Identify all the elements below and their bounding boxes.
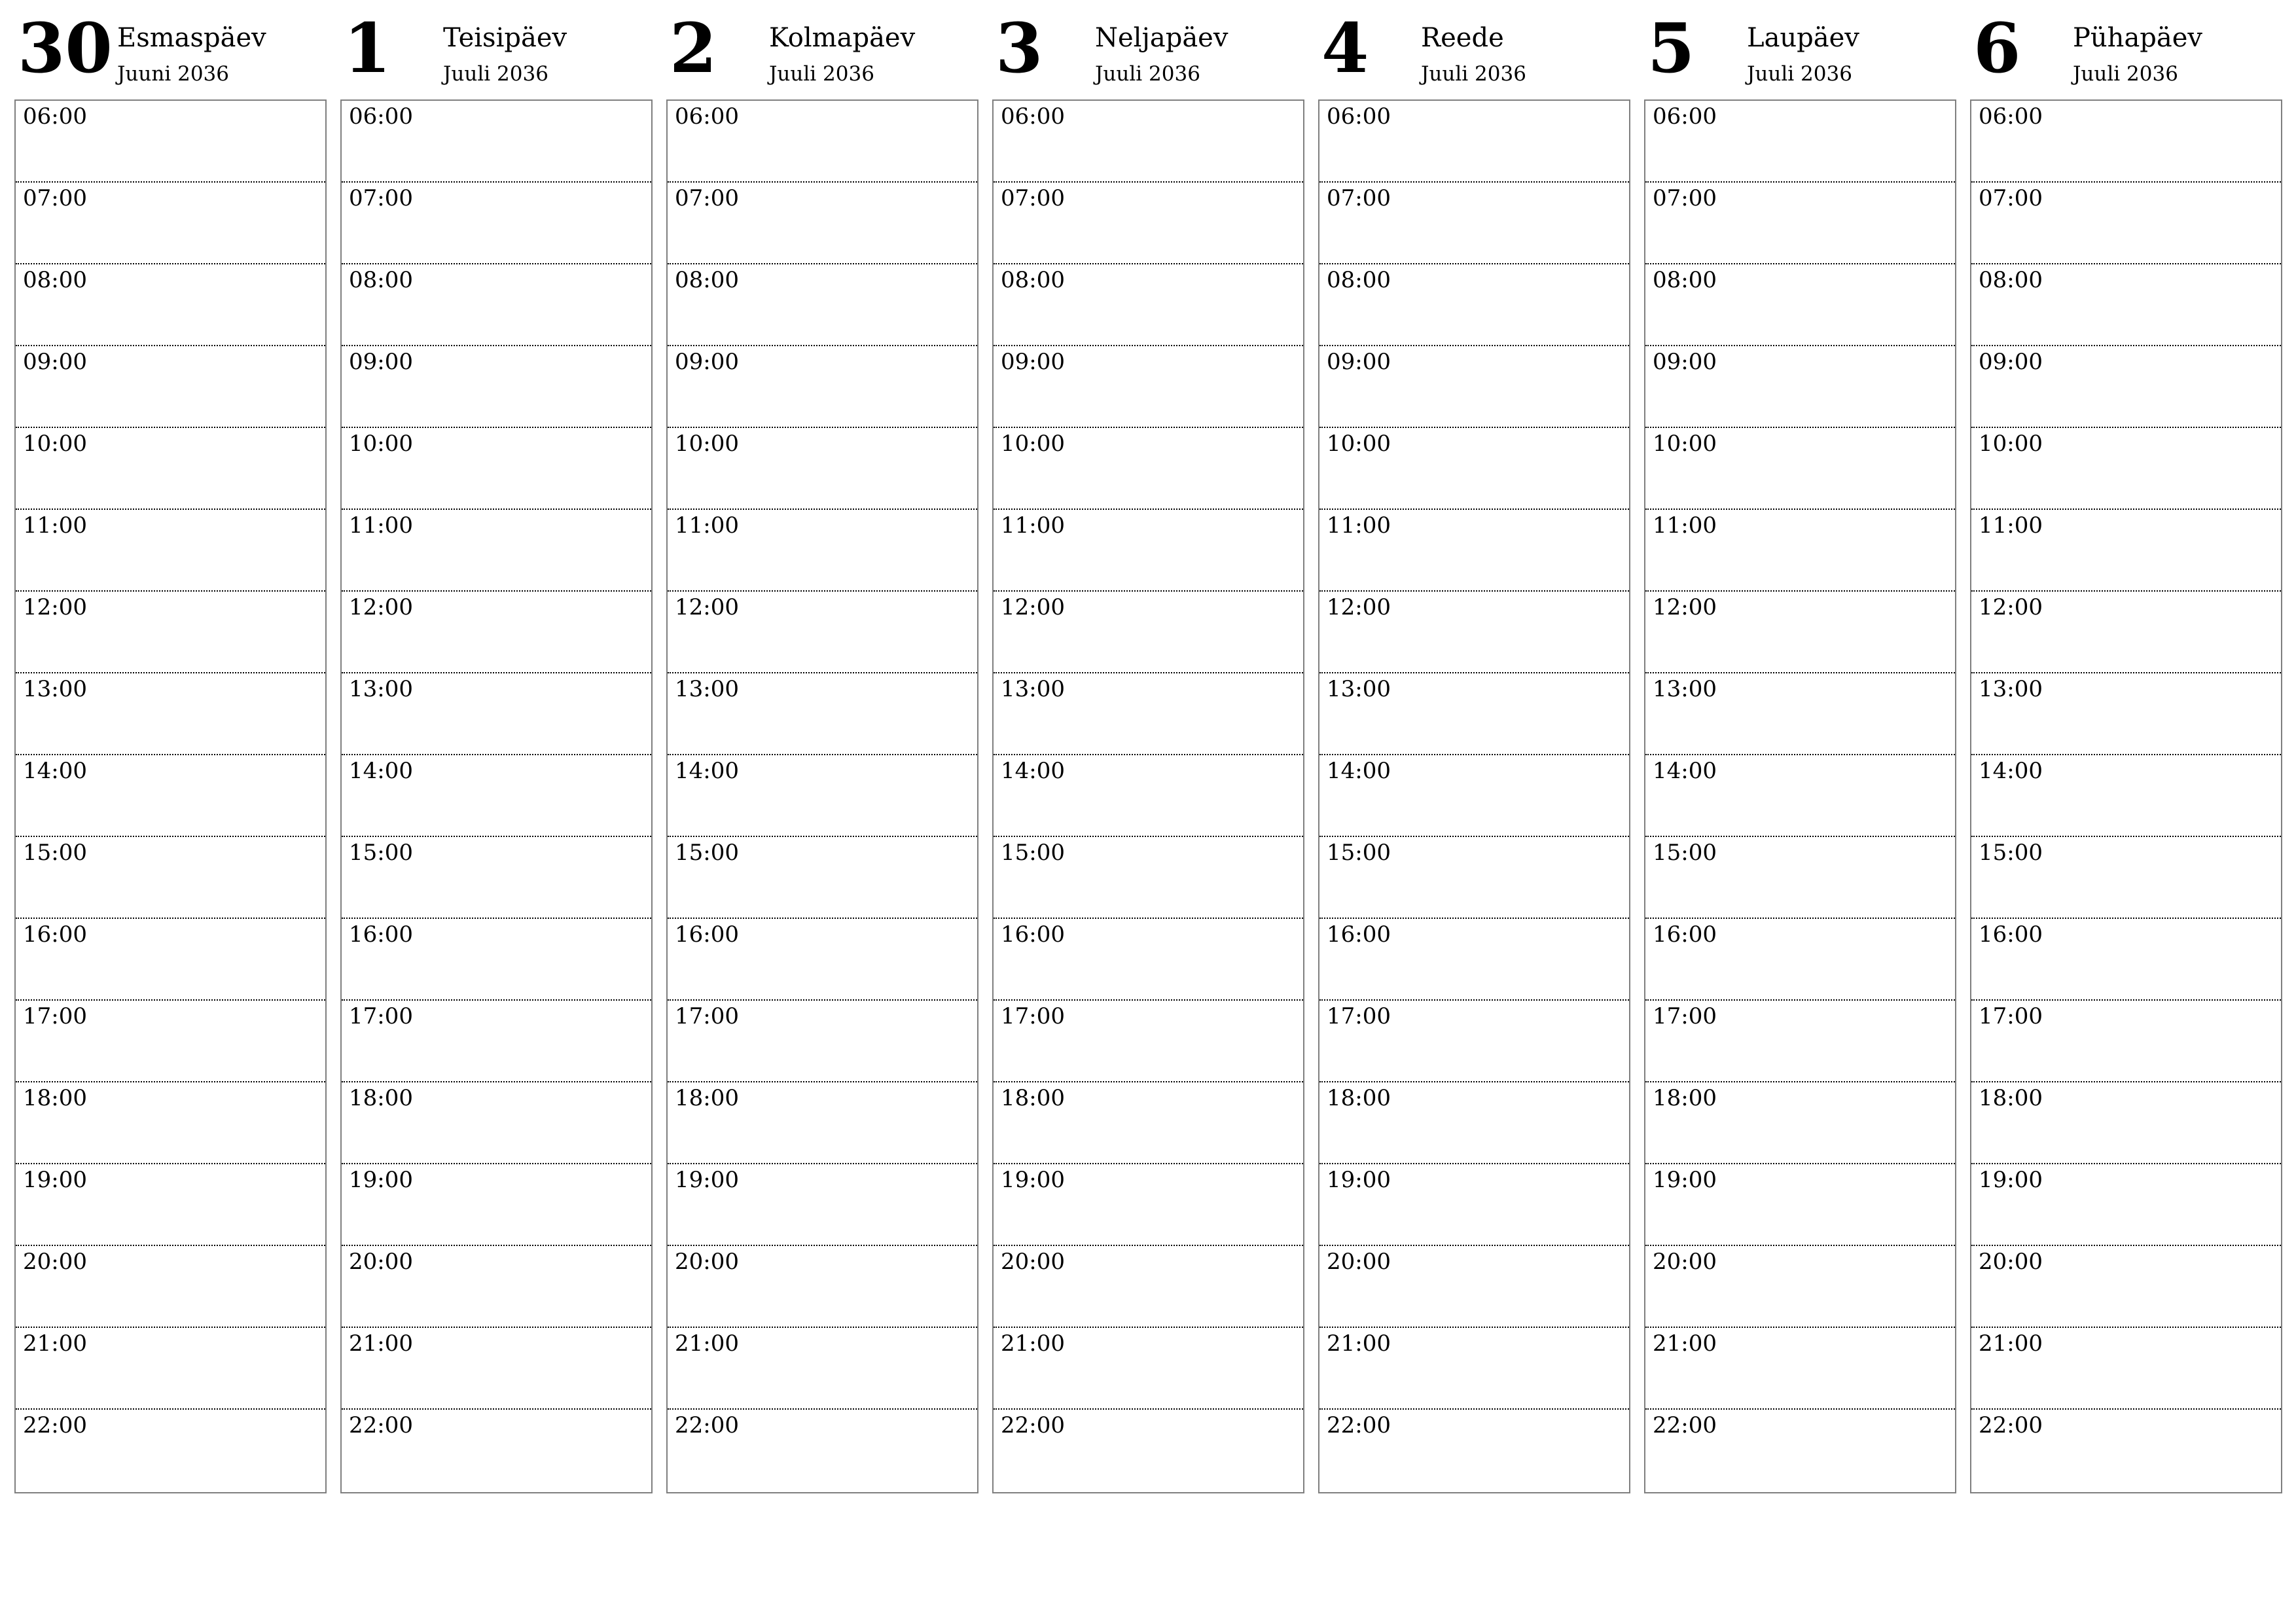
- time-label: 12:00: [1653, 594, 1717, 620]
- time-slot: [1645, 1246, 1955, 1328]
- time-label: 06:00: [1001, 103, 1065, 130]
- time-slot: [1971, 1001, 2281, 1082]
- time-label: 13:00: [675, 676, 739, 702]
- time-slot: [1319, 101, 1629, 183]
- time-slot: [1971, 1246, 2281, 1328]
- time-slot: [342, 755, 651, 837]
- time-slot: [994, 101, 1303, 183]
- time-slot: [1971, 837, 2281, 919]
- time-slot: [342, 1246, 651, 1328]
- time-slot: [16, 592, 325, 673]
- time-label: 14:00: [23, 758, 87, 784]
- time-slot: [668, 755, 977, 837]
- time-slot: [1645, 1164, 1955, 1246]
- time-label: 14:00: [1979, 758, 2043, 784]
- time-slot: [16, 1410, 325, 1491]
- day-schedule-box: [1318, 99, 1630, 1493]
- time-label: 15:00: [1979, 840, 2043, 866]
- time-slot: [16, 837, 325, 919]
- time-label: 18:00: [1979, 1085, 2043, 1111]
- time-label: 21:00: [1327, 1330, 1391, 1357]
- time-slot: [1645, 673, 1955, 755]
- time-label: 17:00: [23, 1003, 87, 1029]
- time-label: 20:00: [23, 1249, 87, 1275]
- time-slot: [342, 1001, 651, 1082]
- time-slot: [342, 346, 651, 428]
- time-slot: [1645, 346, 1955, 428]
- time-label: 10:00: [23, 431, 87, 457]
- time-label: 11:00: [23, 512, 87, 539]
- day-month: Juuli 2036: [443, 62, 548, 86]
- time-label: 07:00: [1653, 185, 1717, 211]
- time-label: 08:00: [675, 267, 739, 293]
- day-schedule-box: [1644, 99, 1956, 1493]
- time-label: 20:00: [1327, 1249, 1391, 1275]
- time-slot: [342, 837, 651, 919]
- time-slot: [16, 673, 325, 755]
- time-slot: [1645, 264, 1955, 346]
- day-name: Esmaspäev: [117, 23, 266, 53]
- time-slot: [994, 1410, 1303, 1491]
- time-label: 21:00: [23, 1330, 87, 1357]
- time-label: 19:00: [1001, 1167, 1065, 1193]
- time-slot: [1971, 428, 2281, 510]
- time-label: 10:00: [1653, 431, 1717, 457]
- time-label: 09:00: [1327, 349, 1391, 375]
- time-label: 15:00: [349, 840, 413, 866]
- time-label: 09:00: [1001, 349, 1065, 375]
- time-label: 16:00: [349, 921, 413, 948]
- time-slot: [1645, 1082, 1955, 1164]
- time-slot: [1319, 1328, 1629, 1410]
- time-label: 13:00: [1979, 676, 2043, 702]
- time-slot: [1319, 1410, 1629, 1491]
- time-slot: [342, 1082, 651, 1164]
- time-label: 18:00: [1001, 1085, 1065, 1111]
- time-label: 14:00: [675, 758, 739, 784]
- time-label: 21:00: [1979, 1330, 2043, 1357]
- time-slot: [1319, 1082, 1629, 1164]
- time-slot: [1645, 755, 1955, 837]
- time-slot: [1645, 183, 1955, 264]
- time-slot: [342, 1328, 651, 1410]
- time-slot: [994, 1164, 1303, 1246]
- time-slot: [1971, 592, 2281, 673]
- time-slot: [1971, 1410, 2281, 1491]
- time-slot: [994, 673, 1303, 755]
- time-label: 22:00: [1327, 1412, 1391, 1438]
- time-slot: [1645, 592, 1955, 673]
- time-slot: [1319, 1001, 1629, 1082]
- time-slot: [668, 1082, 977, 1164]
- time-label: 21:00: [1653, 1330, 1717, 1357]
- time-slot: [342, 510, 651, 592]
- time-slot: [342, 1410, 651, 1491]
- time-slot: [1971, 101, 2281, 183]
- time-label: 16:00: [1979, 921, 2043, 948]
- time-label: 19:00: [675, 1167, 739, 1193]
- time-label: 07:00: [349, 185, 413, 211]
- time-slot: [1971, 755, 2281, 837]
- time-label: 09:00: [675, 349, 739, 375]
- day-name: Neljapäev: [1095, 23, 1229, 53]
- time-label: 07:00: [1979, 185, 2043, 211]
- day-column: [14, 0, 327, 1438]
- time-label: 07:00: [675, 185, 739, 211]
- time-slot: [1319, 755, 1629, 837]
- time-slot: [342, 592, 651, 673]
- time-slot: [994, 510, 1303, 592]
- time-label: 09:00: [349, 349, 413, 375]
- day-column: [1970, 0, 2282, 1438]
- day-schedule-box: [666, 99, 978, 1493]
- day-number: 5: [1647, 8, 1695, 88]
- time-slot: [1971, 183, 2281, 264]
- time-label: 19:00: [1653, 1167, 1717, 1193]
- time-label: 13:00: [349, 676, 413, 702]
- time-label: 14:00: [1001, 758, 1065, 784]
- time-slot: [1645, 428, 1955, 510]
- time-label: 12:00: [1327, 594, 1391, 620]
- time-label: 11:00: [1979, 512, 2043, 539]
- time-slot: [668, 1328, 977, 1410]
- time-slot: [16, 510, 325, 592]
- time-label: 20:00: [349, 1249, 413, 1275]
- time-slot: [1971, 510, 2281, 592]
- time-slot: [1319, 1164, 1629, 1246]
- time-label: 14:00: [1653, 758, 1717, 784]
- time-label: 07:00: [1001, 185, 1065, 211]
- time-slot: [994, 264, 1303, 346]
- day-header: [666, 0, 978, 99]
- time-label: 12:00: [675, 594, 739, 620]
- time-slot: [1971, 673, 2281, 755]
- time-label: 15:00: [1653, 840, 1717, 866]
- time-slot: [1319, 592, 1629, 673]
- time-label: 20:00: [675, 1249, 739, 1275]
- time-label: 07:00: [1327, 185, 1391, 211]
- time-slot: [16, 346, 325, 428]
- time-slot: [994, 346, 1303, 428]
- time-label: 20:00: [1979, 1249, 2043, 1275]
- time-label: 08:00: [1001, 267, 1065, 293]
- time-slot: [1645, 510, 1955, 592]
- time-label: 06:00: [675, 103, 739, 130]
- time-label: 10:00: [349, 431, 413, 457]
- time-label: 22:00: [349, 1412, 413, 1438]
- time-slot: [668, 183, 977, 264]
- day-header: [1970, 0, 2282, 99]
- day-header: [1318, 0, 1630, 99]
- time-slot: [1319, 264, 1629, 346]
- time-slot: [16, 428, 325, 510]
- time-slot: [668, 264, 977, 346]
- day-column: [992, 0, 1304, 1438]
- time-label: 17:00: [1327, 1003, 1391, 1029]
- time-label: 12:00: [1979, 594, 2043, 620]
- time-slot: [994, 428, 1303, 510]
- time-label: 22:00: [1001, 1412, 1065, 1438]
- time-label: 18:00: [349, 1085, 413, 1111]
- time-label: 16:00: [23, 921, 87, 948]
- time-slot: [16, 1246, 325, 1328]
- time-label: 16:00: [1653, 921, 1717, 948]
- time-label: 06:00: [349, 103, 413, 130]
- day-month: Juuli 2036: [1421, 62, 1526, 86]
- day-header: [992, 0, 1304, 99]
- day-column: [666, 0, 978, 1438]
- time-slot: [668, 919, 977, 1001]
- time-label: 09:00: [23, 349, 87, 375]
- time-label: 13:00: [23, 676, 87, 702]
- time-slot: [16, 1001, 325, 1082]
- day-name: Kolmapäev: [769, 23, 916, 53]
- time-slot: [16, 264, 325, 346]
- time-label: 06:00: [1979, 103, 2043, 130]
- time-label: 22:00: [675, 1412, 739, 1438]
- time-slot: [16, 755, 325, 837]
- day-month: Juuni 2036: [117, 62, 229, 86]
- day-schedule-box: [340, 99, 653, 1493]
- day-name: Teisipäev: [443, 23, 567, 53]
- time-label: 08:00: [1979, 267, 2043, 293]
- time-slot: [16, 183, 325, 264]
- time-slot: [16, 1082, 325, 1164]
- time-label: 14:00: [349, 758, 413, 784]
- time-label: 16:00: [675, 921, 739, 948]
- day-name: Reede: [1421, 23, 1504, 53]
- time-slot: [994, 1328, 1303, 1410]
- time-label: 17:00: [1979, 1003, 2043, 1029]
- time-slot: [1971, 1082, 2281, 1164]
- time-label: 17:00: [1001, 1003, 1065, 1029]
- time-label: 21:00: [675, 1330, 739, 1357]
- time-slot: [668, 1001, 977, 1082]
- time-label: 11:00: [1001, 512, 1065, 539]
- day-header: [14, 0, 327, 99]
- time-label: 17:00: [1653, 1003, 1717, 1029]
- time-slot: [342, 673, 651, 755]
- time-slot: [16, 1328, 325, 1410]
- time-slot: [994, 592, 1303, 673]
- day-schedule-box: [992, 99, 1304, 1493]
- day-month: Juuli 2036: [769, 62, 874, 86]
- time-label: 19:00: [23, 1167, 87, 1193]
- time-slot: [16, 1164, 325, 1246]
- day-header: [1644, 0, 1956, 99]
- time-slot: [994, 837, 1303, 919]
- time-slot: [1971, 1164, 2281, 1246]
- day-number: 30: [18, 8, 113, 88]
- time-label: 08:00: [1327, 267, 1391, 293]
- day-number: 3: [996, 8, 1043, 88]
- time-label: 11:00: [1327, 512, 1391, 539]
- time-slot: [1645, 919, 1955, 1001]
- day-month: Juuli 2036: [1095, 62, 1200, 86]
- time-label: 13:00: [1327, 676, 1391, 702]
- time-slot: [994, 1246, 1303, 1328]
- day-header: [340, 0, 653, 99]
- day-schedule-box: [14, 99, 327, 1493]
- time-label: 09:00: [1653, 349, 1717, 375]
- time-label: 08:00: [349, 267, 413, 293]
- time-slot: [1971, 264, 2281, 346]
- time-slot: [994, 1001, 1303, 1082]
- time-slot: [1645, 101, 1955, 183]
- day-month: Juuli 2036: [2073, 62, 2178, 86]
- time-label: 10:00: [1001, 431, 1065, 457]
- time-label: 20:00: [1653, 1249, 1717, 1275]
- time-slot: [668, 1164, 977, 1246]
- day-name: Laupäev: [1747, 23, 1859, 53]
- time-label: 14:00: [1327, 758, 1391, 784]
- time-slot: [342, 101, 651, 183]
- time-label: 18:00: [1327, 1085, 1391, 1111]
- time-label: 16:00: [1001, 921, 1065, 948]
- time-slot: [668, 510, 977, 592]
- day-number: 4: [1321, 8, 1369, 88]
- time-label: 22:00: [1653, 1412, 1717, 1438]
- time-slot: [668, 346, 977, 428]
- time-slot: [668, 101, 977, 183]
- time-label: 19:00: [349, 1167, 413, 1193]
- time-slot: [668, 592, 977, 673]
- time-label: 06:00: [23, 103, 87, 130]
- time-label: 08:00: [23, 267, 87, 293]
- day-month: Juuli 2036: [1747, 62, 1852, 86]
- time-label: 06:00: [1653, 103, 1717, 130]
- time-slot: [342, 183, 651, 264]
- time-slot: [1319, 1246, 1629, 1328]
- time-slot: [1319, 428, 1629, 510]
- time-label: 12:00: [23, 594, 87, 620]
- day-number: 6: [1973, 8, 2021, 88]
- day-number: 1: [344, 8, 391, 88]
- time-slot: [994, 183, 1303, 264]
- time-slot: [1645, 837, 1955, 919]
- time-slot: [668, 1410, 977, 1491]
- time-label: 19:00: [1327, 1167, 1391, 1193]
- time-label: 17:00: [349, 1003, 413, 1029]
- time-label: 18:00: [1653, 1085, 1717, 1111]
- time-label: 10:00: [1979, 431, 2043, 457]
- time-label: 11:00: [349, 512, 413, 539]
- time-label: 09:00: [1979, 349, 2043, 375]
- time-label: 15:00: [675, 840, 739, 866]
- time-slot: [1971, 346, 2281, 428]
- time-label: 13:00: [1653, 676, 1717, 702]
- time-slot: [668, 837, 977, 919]
- time-slot: [1319, 346, 1629, 428]
- time-slot: [1319, 183, 1629, 264]
- time-label: 13:00: [1001, 676, 1065, 702]
- time-slot: [342, 919, 651, 1001]
- time-label: 11:00: [675, 512, 739, 539]
- time-slot: [16, 919, 325, 1001]
- time-label: 15:00: [23, 840, 87, 866]
- time-slot: [668, 1246, 977, 1328]
- time-label: 19:00: [1979, 1167, 2043, 1193]
- day-name: Pühapäev: [2073, 23, 2203, 53]
- time-label: 18:00: [23, 1085, 87, 1111]
- time-label: 20:00: [1001, 1249, 1065, 1275]
- time-label: 10:00: [675, 431, 739, 457]
- time-slot: [1971, 1328, 2281, 1410]
- time-slot: [342, 1164, 651, 1246]
- time-label: 11:00: [1653, 512, 1717, 539]
- time-label: 22:00: [23, 1412, 87, 1438]
- time-slot: [1319, 510, 1629, 592]
- time-slot: [342, 428, 651, 510]
- time-label: 21:00: [1001, 1330, 1065, 1357]
- time-slot: [1319, 919, 1629, 1001]
- day-column: [1318, 0, 1630, 1438]
- time-label: 15:00: [1001, 840, 1065, 866]
- time-slot: [1645, 1410, 1955, 1491]
- day-number: 2: [670, 8, 717, 88]
- time-label: 08:00: [1653, 267, 1717, 293]
- time-label: 21:00: [349, 1330, 413, 1357]
- time-label: 07:00: [23, 185, 87, 211]
- time-slot: [994, 755, 1303, 837]
- time-slot: [1971, 919, 2281, 1001]
- time-label: 10:00: [1327, 431, 1391, 457]
- time-slot: [1645, 1328, 1955, 1410]
- time-label: 22:00: [1979, 1412, 2043, 1438]
- time-slot: [994, 1082, 1303, 1164]
- time-label: 18:00: [675, 1085, 739, 1111]
- time-slot: [668, 673, 977, 755]
- time-slot: [668, 428, 977, 510]
- time-label: 17:00: [675, 1003, 739, 1029]
- time-label: 06:00: [1327, 103, 1391, 130]
- time-slot: [342, 264, 651, 346]
- time-label: 16:00: [1327, 921, 1391, 948]
- day-schedule-box: [1970, 99, 2282, 1493]
- time-slot: [1319, 837, 1629, 919]
- day-column: [340, 0, 653, 1438]
- time-label: 12:00: [349, 594, 413, 620]
- time-slot: [1319, 673, 1629, 755]
- time-slot: [994, 919, 1303, 1001]
- time-slot: [1645, 1001, 1955, 1082]
- day-column: [1644, 0, 1956, 1438]
- time-slot: [16, 101, 325, 183]
- time-label: 12:00: [1001, 594, 1065, 620]
- time-label: 15:00: [1327, 840, 1391, 866]
